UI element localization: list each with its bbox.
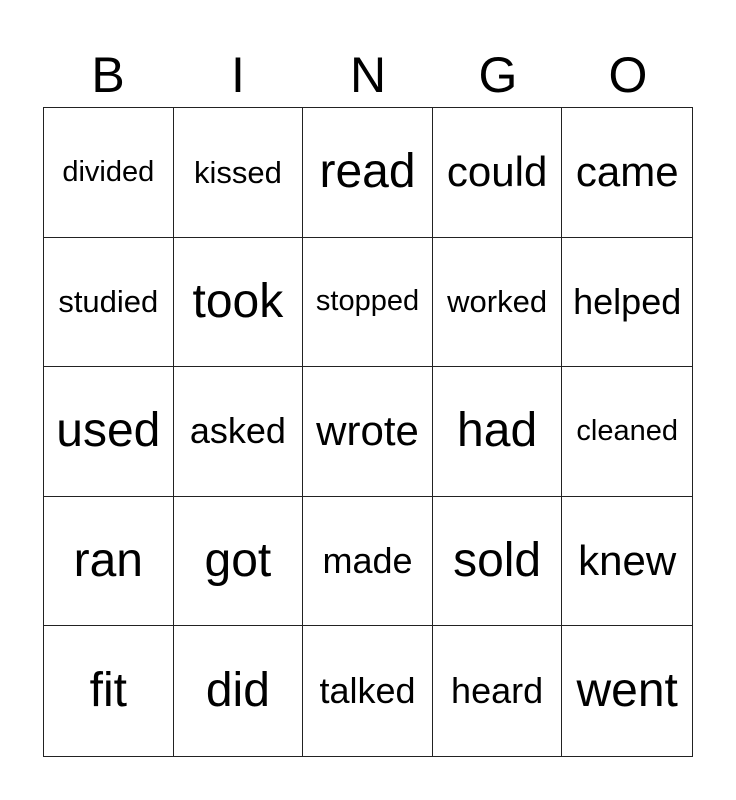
- bingo-cell: came: [562, 108, 692, 238]
- bingo-cell: could: [433, 108, 563, 238]
- bingo-cell: stopped: [303, 238, 433, 368]
- bingo-cell: talked: [303, 626, 433, 756]
- bingo-cell: got: [174, 497, 304, 627]
- bingo-grid: [43, 107, 693, 757]
- bingo-cell: worked: [433, 238, 563, 368]
- bingo-cell: used: [44, 367, 174, 497]
- bingo-cell: divided: [44, 108, 174, 238]
- bingo-cell: asked: [174, 367, 304, 497]
- bingo-cell: did: [174, 626, 304, 756]
- bingo-cell: ran: [44, 497, 174, 627]
- bingo-header: [43, 44, 693, 106]
- bingo-cell: read: [303, 108, 433, 238]
- bingo-cell: had: [433, 367, 563, 497]
- header-letter-i: I: [231, 47, 245, 103]
- bingo-cell: fit: [44, 626, 174, 756]
- bingo-cell: made: [303, 497, 433, 627]
- header-letter-g: G: [478, 47, 518, 103]
- bingo-cell: studied: [44, 238, 174, 368]
- bingo-cell: knew: [562, 497, 692, 627]
- header-letter-o: O: [608, 47, 648, 103]
- bingo-cell: helped: [562, 238, 692, 368]
- bingo-cell: sold: [433, 497, 563, 627]
- bingo-cell: kissed: [174, 108, 304, 238]
- bingo-cell: wrote: [303, 367, 433, 497]
- header-letter-b: B: [91, 47, 125, 103]
- bingo-cell: went: [576, 664, 678, 718]
- header-letter-n: N: [349, 47, 387, 103]
- bingo-cell: cleaned: [562, 367, 692, 497]
- bingo-cell: heard: [433, 626, 563, 756]
- bingo-cell: took: [174, 238, 304, 368]
